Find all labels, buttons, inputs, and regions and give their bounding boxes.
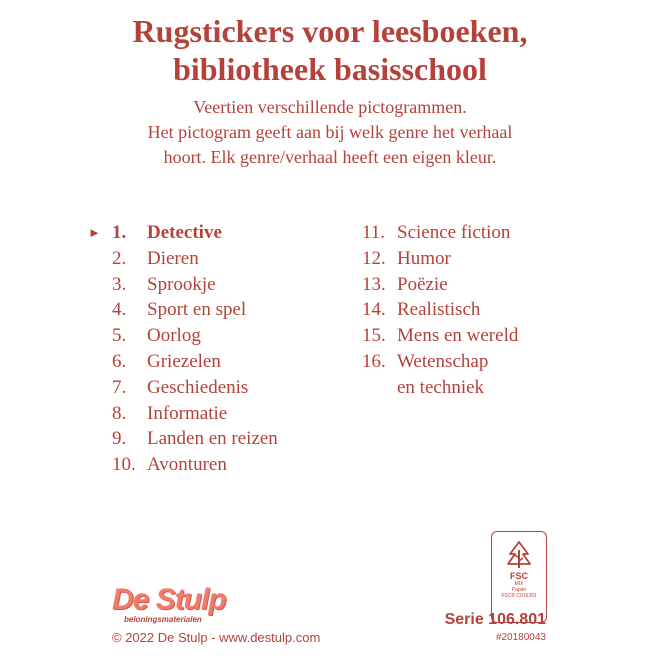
- de-stulp-logo: [112, 585, 262, 625]
- list-item: 6. Griezelen: [112, 350, 221, 372]
- list-item: 16. Wetenschap: [362, 350, 489, 372]
- page-title: [0, 12, 660, 88]
- list-item: 9. Landen en reizen: [112, 428, 278, 450]
- intro-line-1: Veertien verschillende pictogrammen.: [193, 97, 467, 117]
- list-item: 13. Poëzie: [362, 273, 448, 295]
- product-code: #20180043: [495, 632, 546, 643]
- fsc-tree-icon: [504, 540, 534, 570]
- fsc-code: FSC® C016391: [501, 593, 537, 599]
- logo-subtitle: beloningsmaterialen: [124, 615, 202, 624]
- title-line-1: Rugstickers voor leesboeken,: [132, 13, 528, 49]
- list-item: 7. Geschiedenis: [112, 376, 249, 398]
- copyright-text: © 2022 De Stulp - www.destulp.com: [112, 630, 321, 645]
- genre-list-left: [88, 220, 278, 478]
- fsc-papier: Papier: [511, 587, 527, 593]
- list-item: 8. Informatie: [112, 402, 228, 424]
- intro-line-2: Het pictogram geeft aan bij welk genre het verhaal: [147, 122, 513, 142]
- fsc-brand: FSC: [510, 571, 528, 581]
- fsc-mix: MIX: [514, 581, 524, 587]
- list-item: 15. Mens en wereld: [362, 325, 519, 347]
- list-item: ► 1. Detective: [88, 220, 278, 246]
- list-item: 14. Realistisch: [362, 299, 481, 321]
- list-item: 10. Avonturen: [112, 454, 227, 476]
- title-line-2: bibliotheek basisschool: [173, 51, 487, 87]
- fsc-label: [491, 531, 547, 623]
- list-item: 11. Science fiction: [362, 222, 511, 243]
- list-item: 2. Dieren: [112, 247, 199, 269]
- list-item: 12. Humor: [362, 247, 451, 269]
- list-item: en techniek: [397, 376, 485, 398]
- intro-line-3: hoort. Elk genre/verhaal heeft een eigen kleur.: [163, 147, 497, 167]
- list-item: 5. Oorlog: [112, 325, 201, 347]
- genre-list-right: [362, 220, 518, 401]
- active-marker-icon: ►: [88, 225, 101, 240]
- list-item: 4. Sport en spel: [112, 299, 247, 321]
- intro-text: [0, 95, 660, 170]
- list-item: 3. Sprookje: [112, 273, 216, 295]
- serie-number: Serie 106.801: [444, 611, 546, 628]
- logo-text: De Stulp: [112, 583, 226, 616]
